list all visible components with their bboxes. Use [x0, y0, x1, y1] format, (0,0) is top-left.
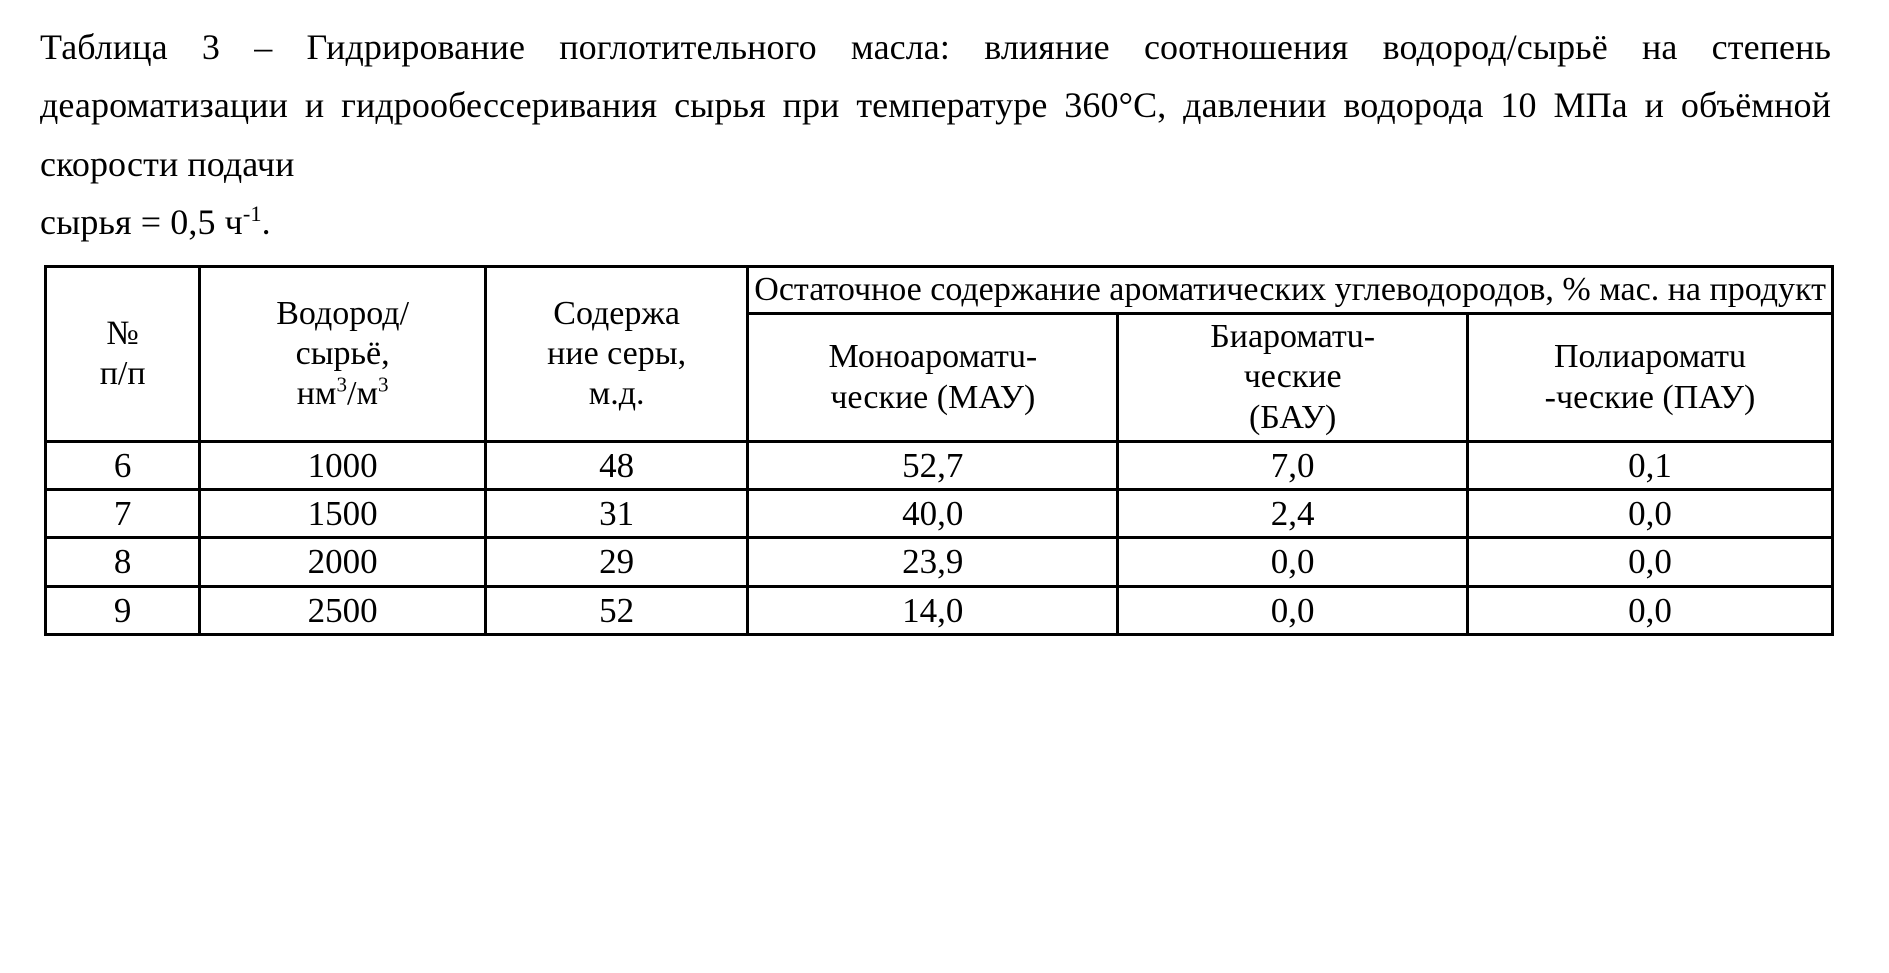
caption-line-4-text: сырья = 0,5 ч [40, 201, 243, 242]
caption-line-2: водород/сырьё на степень деароматизации и гидрообессеривания сырья при [40, 27, 1831, 126]
table-caption [40, 18, 1831, 251]
cell-bau: 0,0 [1118, 538, 1468, 586]
header-bau-line3: (БАУ) [1248, 398, 1337, 436]
cell-bau: 2,4 [1118, 489, 1468, 537]
header-cell-polyaromatics [1467, 314, 1832, 441]
cell-ratio: 2500 [200, 586, 486, 634]
results-table [44, 265, 1834, 636]
header-ratio-units-mid: /м [347, 375, 378, 413]
table-row [46, 586, 1833, 634]
header-number-line1: № [106, 314, 139, 352]
cell-bau: 7,0 [1118, 441, 1468, 489]
header-pau-line1: Полиароматu [1553, 338, 1747, 376]
table-row [46, 489, 1833, 537]
table-body [46, 441, 1833, 634]
header-ratio-units-pre: нм [296, 375, 337, 413]
table-row [46, 441, 1833, 489]
caption-line-1: Таблица 3 – Гидрирование поглотительного масла: влияние соотношения [40, 27, 1349, 67]
header-sulfur-line2: ние серы, [547, 334, 687, 372]
header-sulfur-line3: м.д. [588, 375, 645, 413]
caption-superscript: -1 [242, 200, 262, 226]
cell-mau: 14,0 [748, 586, 1118, 634]
header-cell-monoaromatics [748, 314, 1118, 441]
caption-line-4 [40, 193, 1831, 251]
table-row [46, 538, 1833, 586]
cell-ratio: 2000 [200, 538, 486, 586]
header-cell-aromatics-group: Остаточное содержание ароматических углеводородов, % мас. на продукт [748, 267, 1833, 314]
cell-pau: 0,0 [1467, 586, 1832, 634]
header-cell-hydrogen-ratio [200, 267, 486, 441]
cell-pau: 0,0 [1467, 538, 1832, 586]
cell-pau: 0,1 [1467, 441, 1832, 489]
header-ratio-line3 [205, 374, 480, 414]
header-number-line2: п/п [99, 354, 146, 392]
header-cell-biaromatics [1118, 314, 1468, 441]
cell-sulfur: 31 [486, 489, 748, 537]
cell-ratio: 1000 [200, 441, 486, 489]
cell-number: 9 [46, 586, 200, 634]
cell-mau: 52,7 [748, 441, 1118, 489]
header-bau-line2: ческие [1243, 358, 1342, 396]
cell-bau: 0,0 [1118, 586, 1468, 634]
table-header-row-1 [46, 267, 1833, 314]
header-ratio-sup-1: 3 [336, 372, 347, 397]
header-sulfur-line1: Содержа [553, 294, 680, 332]
cell-number: 6 [46, 441, 200, 489]
header-mau-line2: ческие (МАУ) [830, 378, 1036, 416]
caption-line-4-end: . [261, 201, 271, 242]
header-ratio-line1: Водород/ [276, 294, 410, 332]
cell-mau: 23,9 [748, 538, 1118, 586]
header-ratio-sup-2: 3 [377, 372, 389, 397]
header-cell-number [46, 267, 200, 441]
header-ratio-line2: сырьё, [295, 334, 390, 372]
header-bau-line1: Биароматu- [1210, 318, 1376, 356]
header-mau-line1: Моноароматu- [828, 338, 1038, 376]
cell-mau: 40,0 [748, 489, 1118, 537]
header-cell-sulfur-content [486, 267, 748, 441]
cell-ratio: 1500 [200, 489, 486, 537]
caption-line-3: температуре 360°С, давлении водорода 10 МПа и объёмной скорости подачи [40, 85, 1831, 184]
cell-number: 8 [46, 538, 200, 586]
cell-sulfur: 48 [486, 441, 748, 489]
cell-sulfur: 29 [486, 538, 748, 586]
header-pau-line2: -ческие (ПАУ) [1544, 378, 1756, 416]
cell-pau: 0,0 [1467, 489, 1832, 537]
cell-sulfur: 52 [486, 586, 748, 634]
cell-number: 7 [46, 489, 200, 537]
